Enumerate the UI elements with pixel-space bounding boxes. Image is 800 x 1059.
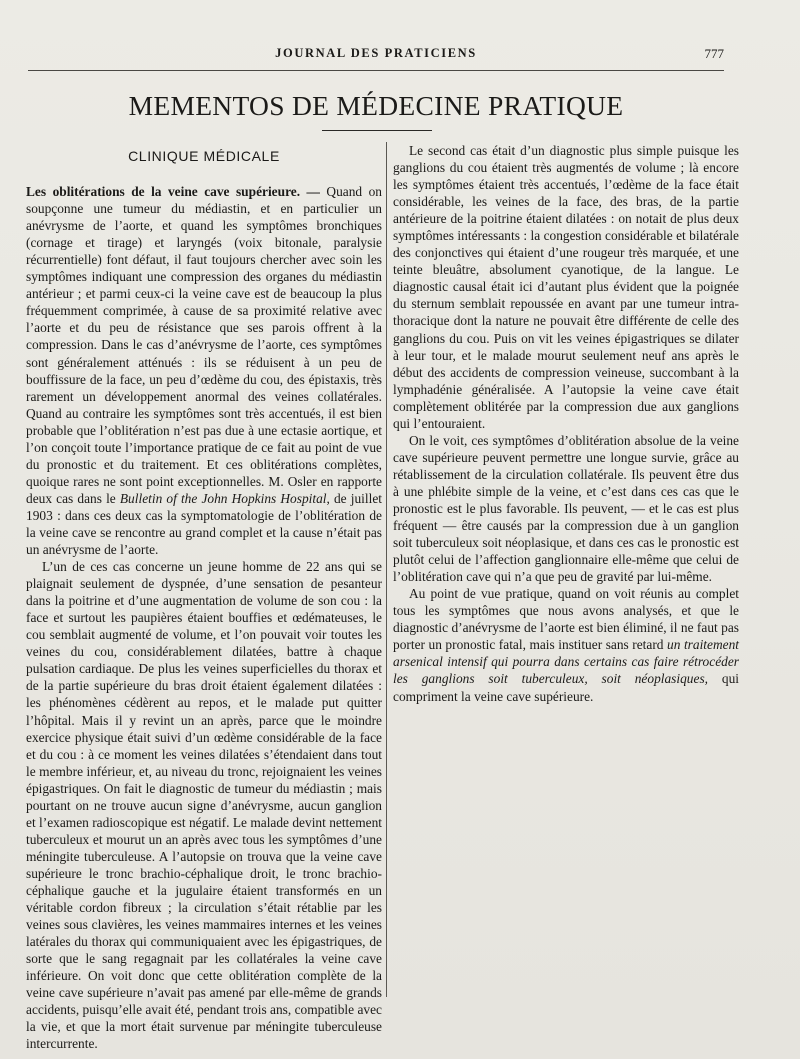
treatment-recommendation: un traitement arsenical intensif qui pourra dans certains cas faire rétrocéder les ganglions soit tuberculeux, soit néoplasiques,	[393, 637, 739, 687]
article-paragraph-4: On le voit, ces symptômes d’oblitération absolue de la veine cave supérieure peuvent permettre une longue survie, grâce au rétablissement de la circulation collatérale. Ils peuvent être dus à une phlébite simple de la veine, et c’est dans ces cas que le pronostic est le plus favorable. Ils peuvent, — et le cas est plus fréquent — être causés par la compression due à un ganglion soit tuberculeux soit néoplasique, et dans ces cas le pronostic est plutôt celui de l’affection ganglionnaire elle-même que celui de l’oblitération cave qui n’a que peu de gravité par lui-même.	[393, 432, 739, 585]
running-head	[28, 46, 724, 66]
title-rule	[322, 130, 432, 131]
paragraph-1-text-a: Quand on soupçonne une tumeur du médiastin, et en particulier un anévrysme de l’aorte, et quand les symptômes bronchiques (cornage et tirage) et laryngés (voix bitonale, paralysie récurrentielle) font défaut, il faut toujours chercher avec soin les symptômes indiquant une compression des organes du médiastin antérieur ; et parmi ceux-ci la veine cave est de beaucoup la plus fréquemment comprimée, à cause de sa proximité relative avec l’aorte et du peu de résistance que ses parois offrent à la compression. Dans le cas d’anévrysme de l’aorte, ces symptômes sont généralement atténués : ils se réduisent à un peu de bouffissure de la face, un peu d’œdème du cou, des épistaxis, très rarement un développement anormal des veines collatérales. Quand au contraire les symptômes sont très accentués, il est bien probable que l’oblitération n’est pas due à une ectasie aortique, et l’on conçoit toute l’importance pratique de ce fait au point de vue du pronostic et du traitement. Et ces oblitérations complètes, quoique rares ne sont point exceptionnelles. M. Osler en rapporte deux cas dans le	[26, 184, 382, 506]
paragraph-5-text-a: Au point de vue pratique, quand on voit réunis au complet tous les symptômes que nous avons analysés, et que le diagnostic d’anévrysme de l’aorte est bien éliminé, il ne faut pas porter un pronostic fatal, mais instituer sans retard	[393, 586, 739, 653]
paragraph-1-text-b: , de juillet 1903 : dans ces deux cas la symptomatologie de l’oblitération de la veine cave se rencontre au grand complet et la cause n’était pas un anévrysme de l’aorte.	[26, 490, 382, 558]
section-heading: CLINIQUE MÉDICALE	[128, 148, 280, 164]
journal-name: JOURNAL DES PRATICIENS	[275, 46, 477, 60]
article-paragraph-1	[26, 183, 382, 558]
article-paragraph-3: Le second cas était d’un diagnostic plus simple puisque les ganglions du cou étaient très augmentés de volume ; là encore les symptômes étaient très accentués, l’œdème de la face était considérable, les veines de la face, des bras, de la partie antérieure de la poitrine étaient dilatées : on notait de plus deux symptômes intéressants : la congestion considérable et bilatérale des conjonctives qui étaient d’une rougeur très marquée, et une teinte bleuâtre, absolument cyanotique, de la langue. Le diagnostic causal était ici d’autant plus évident que la poignée du sternum semblait repoussée en avant par une tumeur intra-thoracique dont la nature ne pouvait être différente de celle des ganglions du cou. Puis on vit les veines épigastriques se dilater à leur tour, et le malade mourut seulement neuf ans après le début des accidents de compression veineuse, succombant à la lymphadénie généralisée. A l’autopsie la veine cave était complètement oblitérée par la compression due aux ganglions qui l’entouraient.	[393, 143, 739, 431]
paragraph-5-text-b: qui compriment la veine cave supérieure.	[393, 671, 739, 704]
left-column	[26, 142, 382, 1052]
bulletin-citation: Bulletin of the John Hopkins Hospital	[119, 490, 327, 506]
right-column	[393, 142, 739, 705]
page-number: 777	[704, 46, 724, 61]
article-paragraph-5	[393, 585, 739, 704]
article-title: Les oblitérations de la veine cave supérieure. —	[26, 184, 320, 200]
column-divider	[386, 142, 387, 997]
header-rule	[28, 70, 724, 71]
main-title: MEMENTOS DE MÉDECINE PRATIQUE	[128, 90, 624, 121]
article-paragraph-2: L’un de ces cas concerne un jeune homme de 22 ans qui se plaignait seulement de dyspnée, d’une sensation de pesanteur dans la poitrine et d’une augmentation de volume de son cou : la face et surtout les paupières étaient bouffies et œdémateuses, le cou semblait augmenté de volume, et l’on pouvait voir toutes les veines du cou, considérablement dilatées, battre à chaque pulsation cardiaque. De plus les veines superficielles du thorax et de la partie supérieure du bras droit étaient également dilatées : les phénomènes cédèrent au repos, et le malade put quitter l’hôpital. Mais il y revint un an après, parce que le moindre exercice physique était suivi d’un œdème considérable de la face et du cou : à ce moment les veines dilatées s’étendaient dans tout le membre inférieur, et, au niveau du tronc, rejoignaient les veines épigastriques. On fait le diagnostic de tumeur du médiastin ; mais pourtant on ne trouve aucun signe d’anévrysme, aucun ganglion et l’examen radioscopique est négatif. Le malade devint nettement tuberculeux et mourut un an après avec tous les symptômes d’une méningite tuberculeuse. A l’autopsie on trouva que la veine cave supérieure le tronc brachio-céphalique droit, le tronc brachio-céphalique gauche et la jugulaire étaient transformés en un véritable cordon fibreux ; la circulation s’était rétablie par les veines sous clavières, les veines mammaires internes et les veines latérales du thorax qui communiquaient avec les épigastriques, de sorte que le sang regagnait par les collatérales la veine cave inférieure. On voit donc que cette oblitération complète de la veine cave supérieure n’avait pas amené par elle-même de grands accidents, puisqu’elle avait été, pendant trois ans, compatible avec la vie, et que la mort était survenue par méningite tuberculeuse intercurrente.	[26, 559, 382, 1052]
